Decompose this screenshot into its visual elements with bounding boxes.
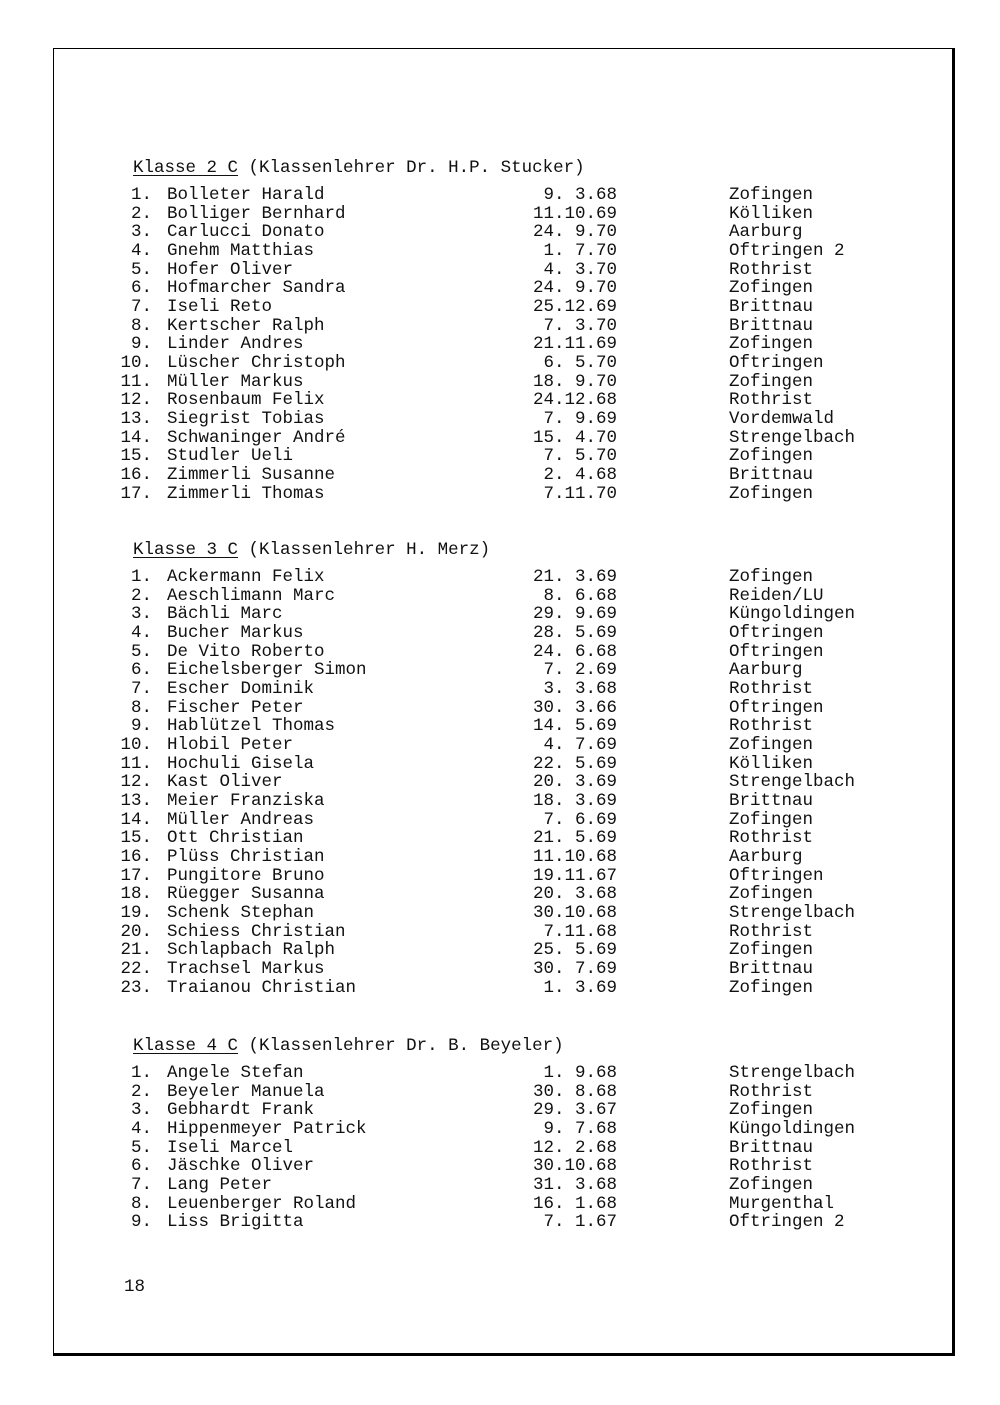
- student-name: Eichelsberger Simon: [167, 660, 367, 681]
- birth-date: 31. 3.68: [532, 1175, 617, 1196]
- student-row: [0, 205, 1000, 224]
- row-number: 17.: [120, 865, 152, 886]
- row-number: 4.: [130, 241, 152, 262]
- row-number: 13.: [120, 409, 152, 430]
- student-row: [0, 904, 1000, 923]
- row-number: 10.: [120, 735, 152, 756]
- birth-date: 11.10.69: [532, 203, 617, 224]
- row-number: 7.: [130, 297, 152, 318]
- student-name: Traianou Christian: [167, 977, 357, 998]
- row-number: 12.: [120, 390, 152, 411]
- birth-date: 29. 3.67: [532, 1100, 617, 1121]
- birth-date: 15. 4.70: [532, 427, 617, 448]
- student-row: [0, 447, 1000, 466]
- teacher-label: (Klassenlehrer Dr. H.P. Stucker): [248, 158, 585, 178]
- row-number: 5.: [130, 641, 152, 662]
- student-row: [0, 1101, 1000, 1120]
- birth-date: 6. 5.70: [543, 353, 617, 374]
- student-name: Carlucci Donato: [167, 222, 325, 243]
- student-row: [0, 792, 1000, 811]
- birth-date: 4. 7.69: [543, 735, 617, 756]
- birth-date: 19.11.67: [532, 865, 617, 886]
- student-name: Schenk Stephan: [167, 903, 315, 924]
- student-row: [0, 335, 1000, 354]
- birth-date: 24.12.68: [532, 390, 617, 411]
- home-town: Rothrist: [729, 1081, 814, 1102]
- student-name: Fischer Peter: [167, 697, 304, 718]
- row-number: 12.: [120, 772, 152, 793]
- student-row: [0, 1213, 1000, 1232]
- student-name: Hlobil Peter: [167, 735, 294, 756]
- student-name: Meier Franziska: [167, 791, 325, 812]
- home-town: Küngoldingen: [729, 1119, 856, 1140]
- student-row: [0, 1157, 1000, 1176]
- home-town: Aarburg: [729, 847, 803, 868]
- row-number: 3.: [130, 604, 152, 625]
- student-row: [0, 568, 1000, 587]
- home-town: Zofingen: [729, 371, 814, 392]
- birth-date: 9. 3.68: [543, 185, 617, 205]
- row-number: 16.: [120, 847, 152, 868]
- class-label: Klasse 4 C: [133, 1036, 239, 1056]
- home-town: Zofingen: [729, 567, 814, 587]
- home-town: Zofingen: [729, 185, 814, 205]
- student-name: Müller Markus: [167, 371, 304, 392]
- home-town: Kölliken: [729, 753, 814, 774]
- home-town: Zofingen: [729, 1175, 814, 1196]
- student-name: Pungitore Bruno: [167, 865, 325, 886]
- row-number: 7.: [130, 1175, 152, 1196]
- row-number: 8.: [130, 1193, 152, 1214]
- teacher-label: (Klassenlehrer Dr. B. Beyeler): [248, 1036, 564, 1056]
- home-town: Brittnau: [729, 1137, 814, 1158]
- student-row: [0, 624, 1000, 643]
- birth-date: 21.11.69: [532, 334, 617, 355]
- row-number: 2.: [130, 1081, 152, 1102]
- birth-date: 24. 9.70: [532, 222, 617, 243]
- student-name: Liss Brigitta: [167, 1212, 304, 1233]
- student-row: [0, 680, 1000, 699]
- student-row: [0, 979, 1000, 998]
- page-number: 18: [124, 1277, 146, 1297]
- home-town: Oftringen: [729, 353, 824, 374]
- student-name: Iseli Reto: [167, 297, 273, 318]
- student-name: Beyeler Manuela: [167, 1081, 325, 1102]
- student-name: Schlapbach Ralph: [167, 940, 336, 961]
- home-town: Brittnau: [729, 959, 814, 980]
- birth-date: 7. 9.69: [543, 409, 617, 430]
- birth-date: 21. 5.69: [532, 828, 617, 849]
- student-name: Bolleter Harald: [167, 185, 325, 205]
- row-number: 4.: [130, 623, 152, 644]
- birth-date: 1. 3.69: [543, 977, 617, 998]
- student-row: [0, 186, 1000, 205]
- home-town: Zofingen: [729, 1100, 814, 1121]
- home-town: Brittnau: [729, 465, 814, 486]
- section-heading: [133, 1036, 564, 1056]
- birth-date: 9. 7.68: [543, 1119, 617, 1140]
- student-row: [0, 1139, 1000, 1158]
- student-row: [0, 811, 1000, 830]
- row-number: 16.: [120, 465, 152, 486]
- student-row: [0, 261, 1000, 280]
- student-row: [0, 354, 1000, 373]
- row-number: 2.: [130, 203, 152, 224]
- student-name: Studler Ueli: [167, 446, 294, 467]
- home-town: Rothrist: [729, 1156, 814, 1177]
- student-name: Lang Peter: [167, 1175, 273, 1196]
- student-name: Leuenberger Roland: [167, 1193, 357, 1214]
- birth-date: 14. 5.69: [532, 716, 617, 737]
- home-town: Murgenthal: [729, 1193, 835, 1214]
- row-number: 23.: [120, 977, 152, 998]
- class-label: Klasse 3 C: [133, 540, 239, 560]
- student-row: [0, 717, 1000, 736]
- birth-date: 7.11.70: [543, 483, 617, 504]
- student-row: [0, 1195, 1000, 1214]
- student-row: [0, 317, 1000, 336]
- home-town: Rothrist: [729, 828, 814, 849]
- birth-date: 1. 7.70: [543, 241, 617, 262]
- student-name: Linder Andres: [167, 334, 304, 355]
- student-row: [0, 605, 1000, 624]
- birth-date: 12. 2.68: [532, 1137, 617, 1158]
- birth-date: 8. 6.68: [543, 585, 617, 606]
- home-town: Rothrist: [729, 921, 814, 942]
- row-number: 19.: [120, 903, 152, 924]
- row-number: 9.: [130, 716, 152, 737]
- student-row: [0, 867, 1000, 886]
- student-row: [0, 1120, 1000, 1139]
- home-town: Strengelbach: [729, 1063, 856, 1083]
- student-name: Iseli Marcel: [167, 1137, 294, 1158]
- student-name: Gnehm Matthias: [167, 241, 315, 262]
- student-name: Schwaninger André: [167, 427, 346, 448]
- student-row: [0, 298, 1000, 317]
- birth-date: 25. 5.69: [532, 940, 617, 961]
- home-town: Oftringen: [729, 623, 824, 644]
- student-row: [0, 755, 1000, 774]
- student-name: Kast Oliver: [167, 772, 283, 793]
- row-number: 5.: [130, 1137, 152, 1158]
- row-number: 3.: [130, 222, 152, 243]
- home-town: Strengelbach: [729, 427, 856, 448]
- birth-date: 16. 1.68: [532, 1193, 617, 1214]
- student-row: [0, 373, 1000, 392]
- row-number: 5.: [130, 259, 152, 280]
- student-name: Kertscher Ralph: [167, 315, 325, 336]
- birth-date: 4. 3.70: [543, 259, 617, 280]
- row-number: 4.: [130, 1119, 152, 1140]
- home-town: Zofingen: [729, 884, 814, 905]
- birth-date: 20. 3.69: [532, 772, 617, 793]
- student-row: [0, 466, 1000, 485]
- student-name: Lüscher Christoph: [167, 353, 346, 374]
- row-number: 13.: [120, 791, 152, 812]
- home-town: Zofingen: [729, 446, 814, 467]
- student-row: [0, 960, 1000, 979]
- student-row: [0, 829, 1000, 848]
- birth-date: 3. 3.68: [543, 679, 617, 700]
- student-name: Bucher Markus: [167, 623, 304, 644]
- row-number: 3.: [130, 1100, 152, 1121]
- student-name: Hofmarcher Sandra: [167, 278, 346, 299]
- home-town: Vordemwald: [729, 409, 835, 430]
- home-town: Oftringen: [729, 697, 824, 718]
- student-row: [0, 773, 1000, 792]
- home-town: Zofingen: [729, 809, 814, 830]
- birth-date: 30. 3.66: [532, 697, 617, 718]
- birth-date: 24. 9.70: [532, 278, 617, 299]
- row-number: 6.: [130, 660, 152, 681]
- birth-date: 7. 6.69: [543, 809, 617, 830]
- student-name: Trachsel Markus: [167, 959, 325, 980]
- section-heading: [133, 540, 490, 560]
- student-name: De Vito Roberto: [167, 641, 325, 662]
- home-town: Zofingen: [729, 940, 814, 961]
- student-name: Rosenbaum Felix: [167, 390, 325, 411]
- student-row: [0, 410, 1000, 429]
- birth-date: 30.10.68: [532, 903, 617, 924]
- student-row: [0, 661, 1000, 680]
- birth-date: 30. 7.69: [532, 959, 617, 980]
- student-row: [0, 941, 1000, 960]
- student-name: Zimmerli Susanne: [167, 465, 336, 486]
- student-row: [0, 923, 1000, 942]
- birth-date: 1. 9.68: [543, 1063, 617, 1083]
- home-town: Zofingen: [729, 334, 814, 355]
- student-list: [0, 1064, 1000, 1232]
- section-heading: [133, 158, 585, 178]
- home-town: Zofingen: [729, 977, 814, 998]
- birth-date: 18. 3.69: [532, 791, 617, 812]
- birth-date: 29. 9.69: [532, 604, 617, 625]
- student-name: Hippenmeyer Patrick: [167, 1119, 367, 1140]
- row-number: 7.: [130, 679, 152, 700]
- student-name: Gebhardt Frank: [167, 1100, 315, 1121]
- student-name: Escher Dominik: [167, 679, 315, 700]
- row-number: 18.: [120, 884, 152, 905]
- home-town: Brittnau: [729, 297, 814, 318]
- student-name: Hochuli Gisela: [167, 753, 315, 774]
- student-name: Bächli Marc: [167, 604, 283, 625]
- student-name: Jäschke Oliver: [167, 1156, 315, 1177]
- student-name: Angele Stefan: [167, 1063, 304, 1083]
- home-town: Aarburg: [729, 222, 803, 243]
- student-name: Plüss Christian: [167, 847, 325, 868]
- student-name: Siegrist Tobias: [167, 409, 325, 430]
- home-town: Zofingen: [729, 483, 814, 504]
- student-name: Ott Christian: [167, 828, 304, 849]
- birth-date: 7. 2.69: [543, 660, 617, 681]
- student-row: [0, 643, 1000, 662]
- birth-date: 28. 5.69: [532, 623, 617, 644]
- row-number: 1.: [130, 185, 152, 205]
- student-list: [0, 186, 1000, 503]
- home-town: Aarburg: [729, 660, 803, 681]
- birth-date: 30.10.68: [532, 1156, 617, 1177]
- student-name: Ackermann Felix: [167, 567, 325, 587]
- home-town: Brittnau: [729, 791, 814, 812]
- home-town: Zofingen: [729, 735, 814, 756]
- student-row: [0, 1064, 1000, 1083]
- home-town: Rothrist: [729, 679, 814, 700]
- student-list: [0, 568, 1000, 997]
- birth-date: 25.12.69: [532, 297, 617, 318]
- home-town: Strengelbach: [729, 903, 856, 924]
- row-number: 1.: [130, 567, 152, 587]
- home-town: Oftringen: [729, 865, 824, 886]
- row-number: 6.: [130, 278, 152, 299]
- student-row: [0, 848, 1000, 867]
- birth-date: 24. 6.68: [532, 641, 617, 662]
- home-town: Rothrist: [729, 716, 814, 737]
- student-row: [0, 391, 1000, 410]
- home-town: Oftringen 2: [729, 1212, 845, 1233]
- birth-date: 18. 9.70: [532, 371, 617, 392]
- home-town: Rothrist: [729, 259, 814, 280]
- home-town: Oftringen: [729, 641, 824, 662]
- home-town: Oftringen 2: [729, 241, 845, 262]
- student-row: [0, 429, 1000, 448]
- class-label: Klasse 2 C: [133, 158, 239, 178]
- row-number: 14.: [120, 809, 152, 830]
- row-number: 15.: [120, 446, 152, 467]
- home-town: Rothrist: [729, 390, 814, 411]
- row-number: 8.: [130, 315, 152, 336]
- home-town: Zofingen: [729, 278, 814, 299]
- student-row: [0, 587, 1000, 606]
- student-row: [0, 485, 1000, 504]
- row-number: 6.: [130, 1156, 152, 1177]
- teacher-label: (Klassenlehrer H. Merz): [248, 540, 491, 560]
- student-name: Hablützel Thomas: [167, 716, 336, 737]
- birth-date: 7. 3.70: [543, 315, 617, 336]
- birth-date: 20. 3.68: [532, 884, 617, 905]
- student-name: Aeschlimann Marc: [167, 585, 336, 606]
- row-number: 8.: [130, 697, 152, 718]
- student-row: [0, 1176, 1000, 1195]
- row-number: 2.: [130, 585, 152, 606]
- student-name: Müller Andreas: [167, 809, 315, 830]
- birth-date: 22. 5.69: [532, 753, 617, 774]
- birth-date: 30. 8.68: [532, 1081, 617, 1102]
- row-number: 17.: [120, 483, 152, 504]
- home-town: Küngoldingen: [729, 604, 856, 625]
- home-town: Kölliken: [729, 203, 814, 224]
- row-number: 10.: [120, 353, 152, 374]
- student-name: Zimmerli Thomas: [167, 483, 325, 504]
- row-number: 9.: [130, 334, 152, 355]
- row-number: 15.: [120, 828, 152, 849]
- row-number: 22.: [120, 959, 152, 980]
- row-number: 11.: [120, 753, 152, 774]
- student-name: Hofer Oliver: [167, 259, 294, 280]
- home-town: Brittnau: [729, 315, 814, 336]
- student-row: [0, 1083, 1000, 1102]
- birth-date: 7. 5.70: [543, 446, 617, 467]
- student-row: [0, 242, 1000, 261]
- birth-date: 7. 1.67: [543, 1212, 617, 1233]
- birth-date: 11.10.68: [532, 847, 617, 868]
- student-row: [0, 736, 1000, 755]
- home-town: Strengelbach: [729, 772, 856, 793]
- row-number: 11.: [120, 371, 152, 392]
- row-number: 21.: [120, 940, 152, 961]
- birth-date: 7.11.68: [543, 921, 617, 942]
- birth-date: 2. 4.68: [543, 465, 617, 486]
- student-name: Bolliger Bernhard: [167, 203, 346, 224]
- home-town: Reiden/LU: [729, 585, 824, 606]
- row-number: 20.: [120, 921, 152, 942]
- student-row: [0, 223, 1000, 242]
- birth-date: 21. 3.69: [532, 567, 617, 587]
- student-row: [0, 279, 1000, 298]
- student-name: Rüegger Susanna: [167, 884, 325, 905]
- row-number: 14.: [120, 427, 152, 448]
- student-name: Schiess Christian: [167, 921, 346, 942]
- row-number: 1.: [130, 1063, 152, 1083]
- student-row: [0, 885, 1000, 904]
- student-row: [0, 699, 1000, 718]
- row-number: 9.: [130, 1212, 152, 1233]
